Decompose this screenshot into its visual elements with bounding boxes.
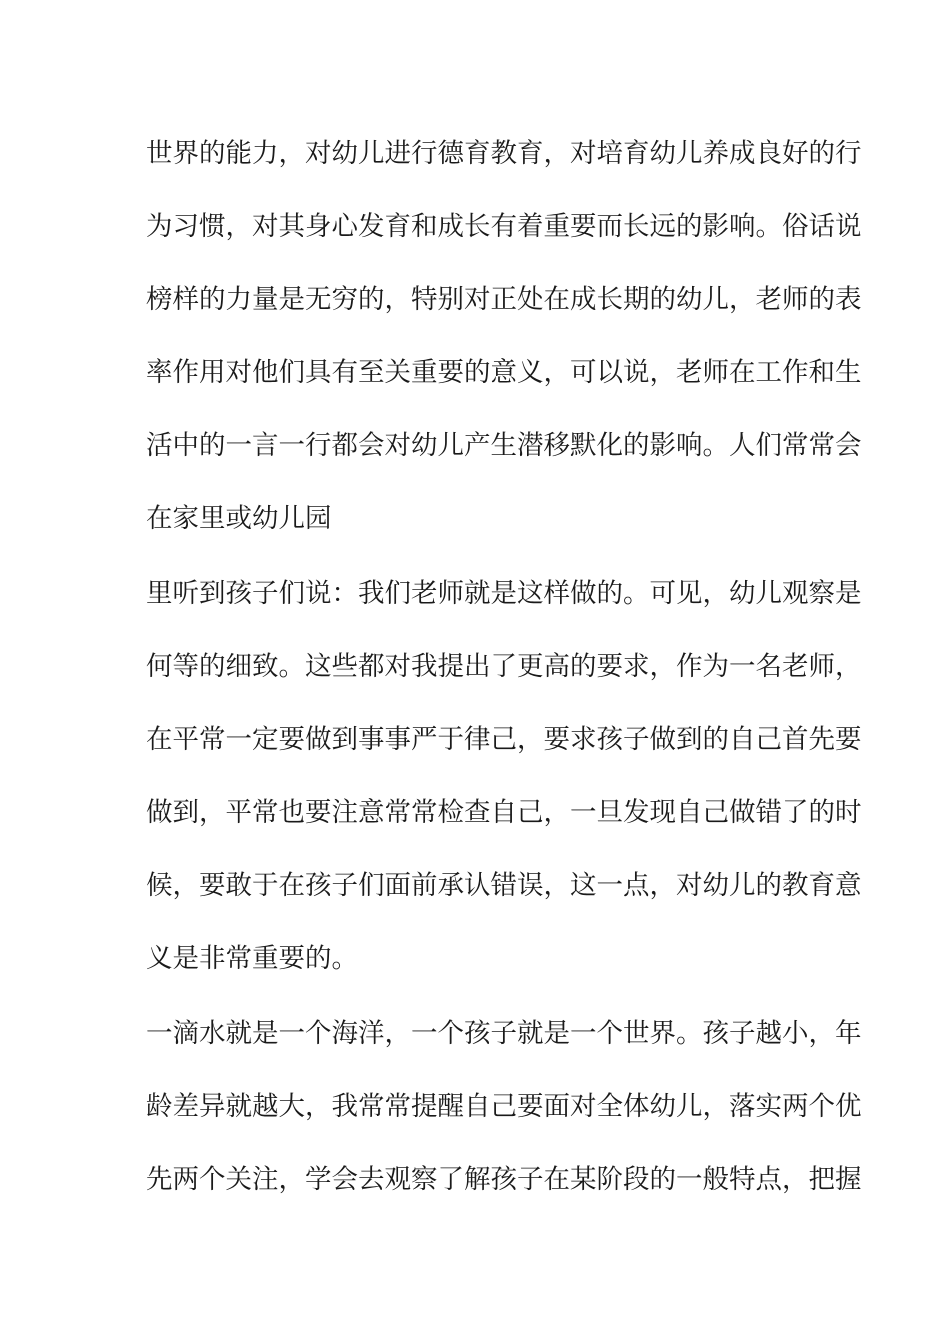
text-line: 义是非常重要的。 [146,943,358,974]
text-line: 在平常一定要做到事事严于律己，要求孩子做到的自己首先要 [146,724,862,755]
text-line: 龄差异就越大，我常常提醒自己要面对全体幼儿，落实两个优 [146,1091,862,1122]
text-line: 做到，平常也要注意常常检查自己，一旦发现自己做错了的时 [146,797,862,828]
text-line: 榜样的力量是无穷的，特别对正处在成长期的幼儿，老师的表 [146,284,862,315]
text-line: 候，要敢于在孩子们面前承认错误，这一点，对幼儿的教育意 [146,870,862,901]
text-line: 何等的细致。这些都对我提出了更高的要求，作为一名老师， [146,651,862,682]
text-line: 一滴水就是一个海洋，一个孩子就是一个世界。孩子越小，年 [146,1018,862,1049]
text-line: 在家里或幼儿园 [146,503,332,534]
text-line: 世界的能力，对幼儿进行德育教育，对培育幼儿养成良好的行 [146,138,862,169]
text-line: 先两个关注，学会去观察了解孩子在某阶段的一般特点，把握 [146,1164,862,1195]
text-line: 活中的一言一行都会对幼儿产生潜移默化的影响。人们常常会 [146,430,862,461]
text-line: 为习惯，对其身心发育和成长有着重要而长远的影响。俗话说 [146,211,862,242]
text-line: 里听到孩子们说：我们老师就是这样做的。可见，幼儿观察是 [146,578,862,609]
text-line: 率作用对他们具有至关重要的意义，可以说，老师在工作和生 [146,357,862,388]
